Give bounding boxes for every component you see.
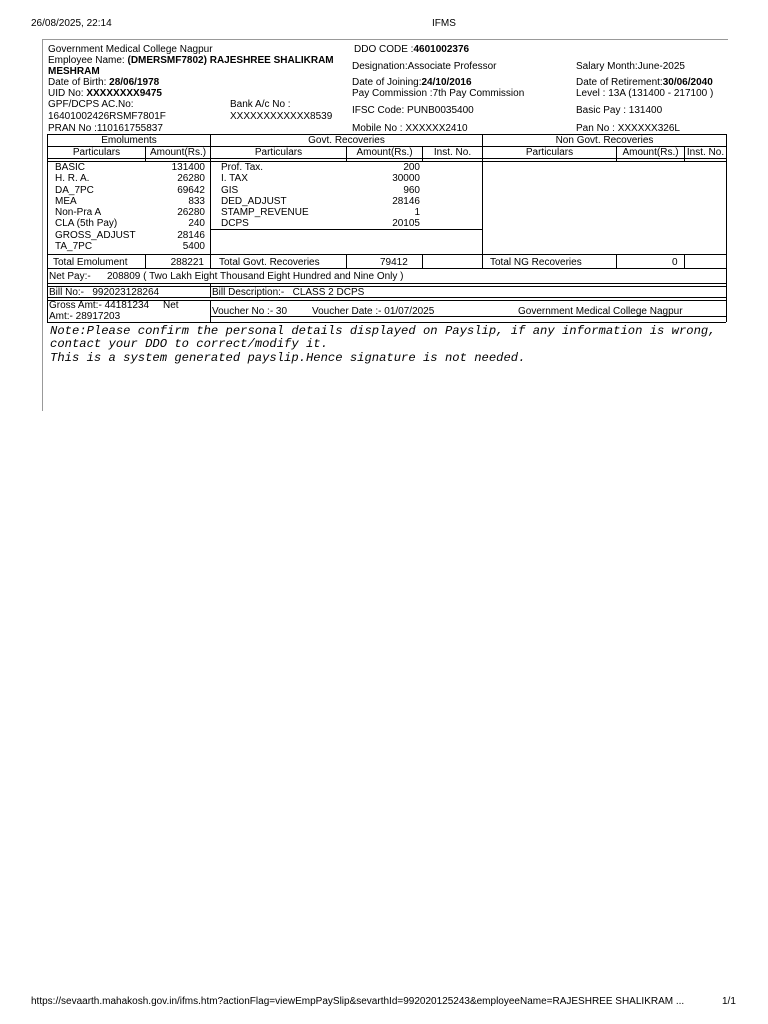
emolument-amount: 69642 <box>177 184 205 196</box>
total-govt-value: 79412 <box>380 257 408 268</box>
total-ng-value: 0 <box>672 257 678 268</box>
emolument-amount: 26280 <box>177 207 205 219</box>
net-amount: Amt:- 28917203 <box>49 311 121 322</box>
govt-recovery-amount: 200 <box>403 162 420 173</box>
govt-recoveries-list <box>221 162 420 230</box>
employee-name-cont: MESHRAM <box>48 66 100 77</box>
govt-recovery-name: Prof. Tax. <box>221 162 264 173</box>
govt-recovery-amount: 30000 <box>392 173 420 185</box>
emolument-row <box>55 196 205 207</box>
emolument-name: BASIC <box>55 162 86 173</box>
emoluments-list <box>55 162 205 252</box>
gpf-number: 16401002426RSMF7801F <box>48 111 166 122</box>
emolument-amount: 5400 <box>182 241 205 253</box>
govt-recovery-name: GIS <box>221 184 239 196</box>
ifsc-code: IFSC Code: PUNB0035400 <box>352 105 474 116</box>
col-amount: Amount(Rs.) <box>622 147 679 158</box>
card-top-border <box>42 39 728 40</box>
net-pay-label: Net Pay:- <box>49 271 91 282</box>
govt-recovery-name: I. TAX <box>221 173 248 185</box>
total-ng-label: Total NG Recoveries <box>490 257 582 268</box>
table-border-left <box>47 134 48 322</box>
emolument-amount: 240 <box>188 218 205 230</box>
mobile-number: Mobile No : XXXXXX2410 <box>352 123 468 134</box>
table-col <box>616 254 617 268</box>
govt-recovery-amount: 1 <box>414 207 420 219</box>
net-pay-value: 208809 ( Two Lakh Eight Thousand Eight Hundred and Nine Only ) <box>107 271 404 282</box>
table-rule <box>47 158 726 159</box>
emolument-row <box>55 207 205 218</box>
page-number: 1/1 <box>722 996 736 1007</box>
govt-recovery-name: DED_ADJUST <box>221 195 287 207</box>
voucher-date: Voucher Date :- 01/07/2025 <box>312 306 435 317</box>
section-govt-recoveries: Govt. Recoveries <box>308 135 385 146</box>
note-line: This is a system generated payslip.Hence signature is not needed. <box>50 350 526 365</box>
note-line: contact your DDO to correct/modify it. <box>50 337 328 352</box>
emolument-name: Non-Pra A <box>55 207 102 219</box>
col-inst-no: Inst. No. <box>433 147 472 158</box>
emolument-row <box>55 173 205 184</box>
govt-recovery-row <box>221 162 420 173</box>
total-emolument-value: 288221 <box>170 257 204 268</box>
uid-number: UID No: XXXXXXXX9475 <box>48 88 162 99</box>
col-amount: Amount(Rs.) <box>356 147 413 158</box>
table-col <box>422 254 423 268</box>
salary-month: Salary Month:June-2025 <box>576 61 685 72</box>
basic-pay: Basic Pay : 131400 <box>576 105 663 116</box>
pay-level: Level : 13A (131400 - 217100 ) <box>576 88 714 99</box>
emolument-name: DA_7PC <box>55 184 94 196</box>
office-name: Government Medical College Nagpur <box>48 44 213 55</box>
card-left-border <box>42 39 43 411</box>
date-of-retirement: Date of Retirement:30/06/2040 <box>576 77 713 88</box>
table-rule <box>47 254 726 255</box>
col-particulars: Particulars <box>525 147 574 158</box>
total-emolument-label: Total Emolument <box>53 257 128 268</box>
date-of-birth: Date of Birth: 28/06/1978 <box>48 77 160 88</box>
emolument-row <box>55 241 205 252</box>
table-rule <box>47 268 726 269</box>
table-border-bottom <box>47 322 726 323</box>
govt-recovery-row <box>221 173 420 184</box>
table-col <box>346 254 347 268</box>
voucher-number: Voucher No :- 30 <box>212 306 288 317</box>
govt-recovery-row <box>221 207 420 218</box>
govt-recovery-amount: 20105 <box>392 218 420 230</box>
table-col <box>684 254 685 268</box>
emolument-row <box>55 218 205 229</box>
govt-recovery-amount: 960 <box>403 184 420 196</box>
govt-recovery-amount: 28146 <box>392 195 420 207</box>
table-col <box>210 283 211 297</box>
bank-account: XXXXXXXXXXXX8539 <box>230 111 333 122</box>
emolument-row <box>55 230 205 241</box>
emolument-row <box>55 185 205 196</box>
section-emoluments: Emoluments <box>101 135 157 146</box>
employee-name: Employee Name: (DMERSMF7802) RAJESHREE SHALIKRAM <box>48 55 334 66</box>
gross-amount: Gross Amt:- 44181234 Net <box>49 300 179 311</box>
gpf-label: GPF/DCPS AC.No: <box>48 99 134 110</box>
emolument-name: TA_7PC <box>55 241 93 253</box>
table-rule <box>47 283 726 284</box>
note-line: Note:Please confirm the personal details displayed on Payslip, if any information is wrong, <box>50 324 716 338</box>
emolument-amount: 26280 <box>177 173 205 185</box>
emolument-name: H. R. A. <box>55 173 90 185</box>
designation: Designation:Associate Professor <box>352 61 497 72</box>
emolument-amount: 833 <box>188 195 205 207</box>
col-particulars: Particulars <box>254 147 303 158</box>
govt-recovery-name: STAMP_REVENUE <box>221 207 309 219</box>
govt-recovery-row <box>221 185 420 196</box>
bill-description: Bill Description:- CLASS 2 DCPS <box>212 287 365 298</box>
bank-label: Bank A/c No : <box>230 99 291 110</box>
emolument-name: CLA (5th Pay) <box>55 218 118 230</box>
emolument-amount: 131400 <box>171 162 205 173</box>
emolument-row <box>55 162 205 173</box>
payslip-note <box>50 325 716 365</box>
pran-number: PRAN No :110161755837 <box>48 123 163 134</box>
emolument-name: GROSS_ADJUST <box>55 229 136 241</box>
govt-recovery-name: DCPS <box>221 218 249 230</box>
govt-recovery-row <box>221 218 420 229</box>
ddo-code: DDO CODE :4601002376 <box>354 44 470 55</box>
section-nongovt-recoveries: Non Govt. Recoveries <box>555 135 654 146</box>
table-col <box>210 300 211 322</box>
col-particulars: Particulars <box>72 147 121 158</box>
date-of-joining: Date of Joining:24/10/2016 <box>352 77 472 88</box>
govt-recovery-row <box>221 196 420 207</box>
table-border-right <box>726 134 727 322</box>
bill-office-name: Government Medical College Nagpur <box>518 306 683 317</box>
col-inst-no: Inst. No. <box>686 147 725 158</box>
emolument-amount: 28146 <box>177 229 205 241</box>
total-govt-label: Total Govt. Recoveries <box>219 257 320 268</box>
pan-number: Pan No : XXXXXX326L <box>576 123 680 134</box>
pay-commission: Pay Commission :7th Pay Commission <box>352 88 525 99</box>
bill-no: Bill No:- 992023128264 <box>49 287 160 298</box>
footer-url: https://sevaarth.mahakosh.gov.in/ifms.htm?actionFlag=viewEmpPaySlip&sevarthId=992020125243&employeeName=RAJESHREE SHALIKRAM ... <box>31 996 685 1007</box>
print-timestamp: 26/08/2025, 22:14 <box>31 18 112 29</box>
emolument-name: MEA <box>55 195 77 207</box>
col-amount: Amount(Rs.) <box>149 147 207 158</box>
page-title: IFMS <box>432 18 456 29</box>
